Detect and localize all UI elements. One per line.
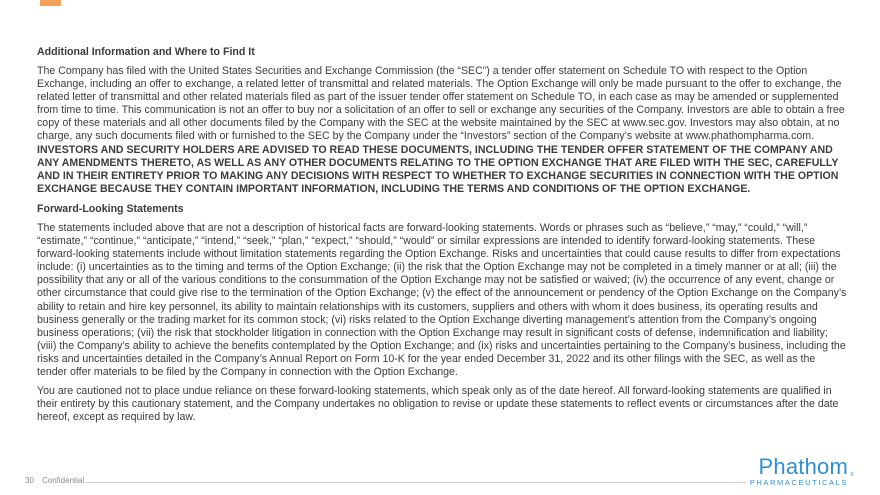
section-heading-forward-looking: Forward-Looking Statements bbox=[37, 202, 184, 215]
registered-mark: ® bbox=[850, 472, 854, 478]
company-logo bbox=[749, 454, 854, 487]
forward-looking-paragraph-2: You are cautioned not to place undue reliance on these forward-looking statements, which speak only as of the date hereof. All forward-looking statements are qualified in their entirety by this cautionary statement, and the Company undertakes no obligation to revise or update these statements to reflect events or circumstances after the date hereof, except as required by law. bbox=[37, 385, 839, 424]
logo-subtitle: PHARMACEUTICALS bbox=[749, 478, 848, 487]
logo-wordmark: Phathom bbox=[758, 454, 848, 479]
footer-divider bbox=[86, 482, 746, 483]
additional-info-paragraph bbox=[37, 65, 847, 196]
accent-bar bbox=[40, 0, 61, 6]
additional-info-text: The Company has filed with the United States Securities and Exchange Commission (the “SEC”) a tender offer statement on Schedule TO with respect to the Option Exchange, including an offer to exchange, a related letter of transmittal and related materials. The Option Exchange will only be made pursuant to the offer to exchange, the related letter of transmittal and other related materials filed as part of the issuer tender offer statement on Schedule TO, in each case as may be amended or supplemented from time to time. This communication is not an offer to buy nor a solicitation of an offer to sell or exchange any securities of the Company. Investors are able to obtain a free copy of these materials and all other documents filed by the Company with the SEC at the website maintained by the SEC at www.sec.gov. Investors may also obtain, at no charge, any such documents filed with or furnished to the SEC by the Company under the “Investors” section of the Company’s website at www.phathompharma.com. bbox=[37, 65, 845, 143]
confidential-label: Confidential bbox=[42, 476, 85, 485]
forward-looking-paragraph-1: The statements included above that are not a description of historical facts are forward-looking statements. Words or phrases such as “believe,” “may,” “could,” “will,” “estimate,” “continue,” “anticipate,” “intend,” “seek,” “plan,” “expect,” “should,” “would” or similar expressions are intended to identify forward-looking statements. These forward-looking statements include without limitation statements regarding the Option Exchange. Risks and uncertainties that could cause results to differ from expectations include: (i) uncertainties as to the timing and terms of the Option Exchange; (ii) the risk that the Option Exchange may not be completed in a timely manner or at all; (iii) the possibility that any or all of the various conditions to the consummation of the Option Exchange may not be satisfied or waived; (iv) the occurrence of any event, change or other circumstance that could give rise to the termination of the Option Exchange; (v) the effect of the announcement or pendency of the Option Exchange on the Company’s ability to retain and hire key personnel, its ability to maintain relationships with its customers, suppliers and others with whom it does business, its operating results and business generally or the trading market for its common stock; (vi) risks related to the Option Exchange diverting management’s attention from the Company’s ongoing business operations; (vii) the risk that stockholder litigation in connection with the Option Exchange may result in significant costs of defense, indemnification and liability; (viii) the Company’s ability to achieve the benefits contemplated by the Option Exchange; and (ix) risks and uncertainties pertaining to the Company’s business, including the risks and uncertainties detailed in the Company’s Annual Report on Form 10-K for the year ended December 31, 2022 and its other filings with the SEC, as well as the tender offer materials to be filed by the Company in connection with the Option Exchange. bbox=[37, 221, 847, 378]
document-body bbox=[37, 46, 847, 430]
page-number: 30 bbox=[25, 476, 34, 485]
section-heading-additional-info: Additional Information and Where to Find It bbox=[37, 46, 255, 58]
advisory-bold-text: INVESTORS AND SECURITY HOLDERS ARE ADVISED TO READ THESE DOCUMENTS, INCLUDING THE TENDER OFFER STATEMENT OF THE COMPANY AND ANY AMENDMENTS THERETO, AS WELL AS ANY OTHER DOCUMENTS RELATING TO THE OPTION EXCHANGE THAT ARE FILED WITH THE SEC, CAREFULLY AND IN THEIR ENTIRETY PRIOR TO MAKING ANY DECISIONS WITH RESPECT TO WHETHER TO EXCHANGE SECURITIES IN CONNECTION WITH THE OPTION EXCHANGE BECAUSE THEY CONTAIN IMPORTANT INFORMATION, INCLUDING THE TERMS AND CONDITIONS OF THE OPTION EXCHANGE. bbox=[37, 143, 839, 195]
